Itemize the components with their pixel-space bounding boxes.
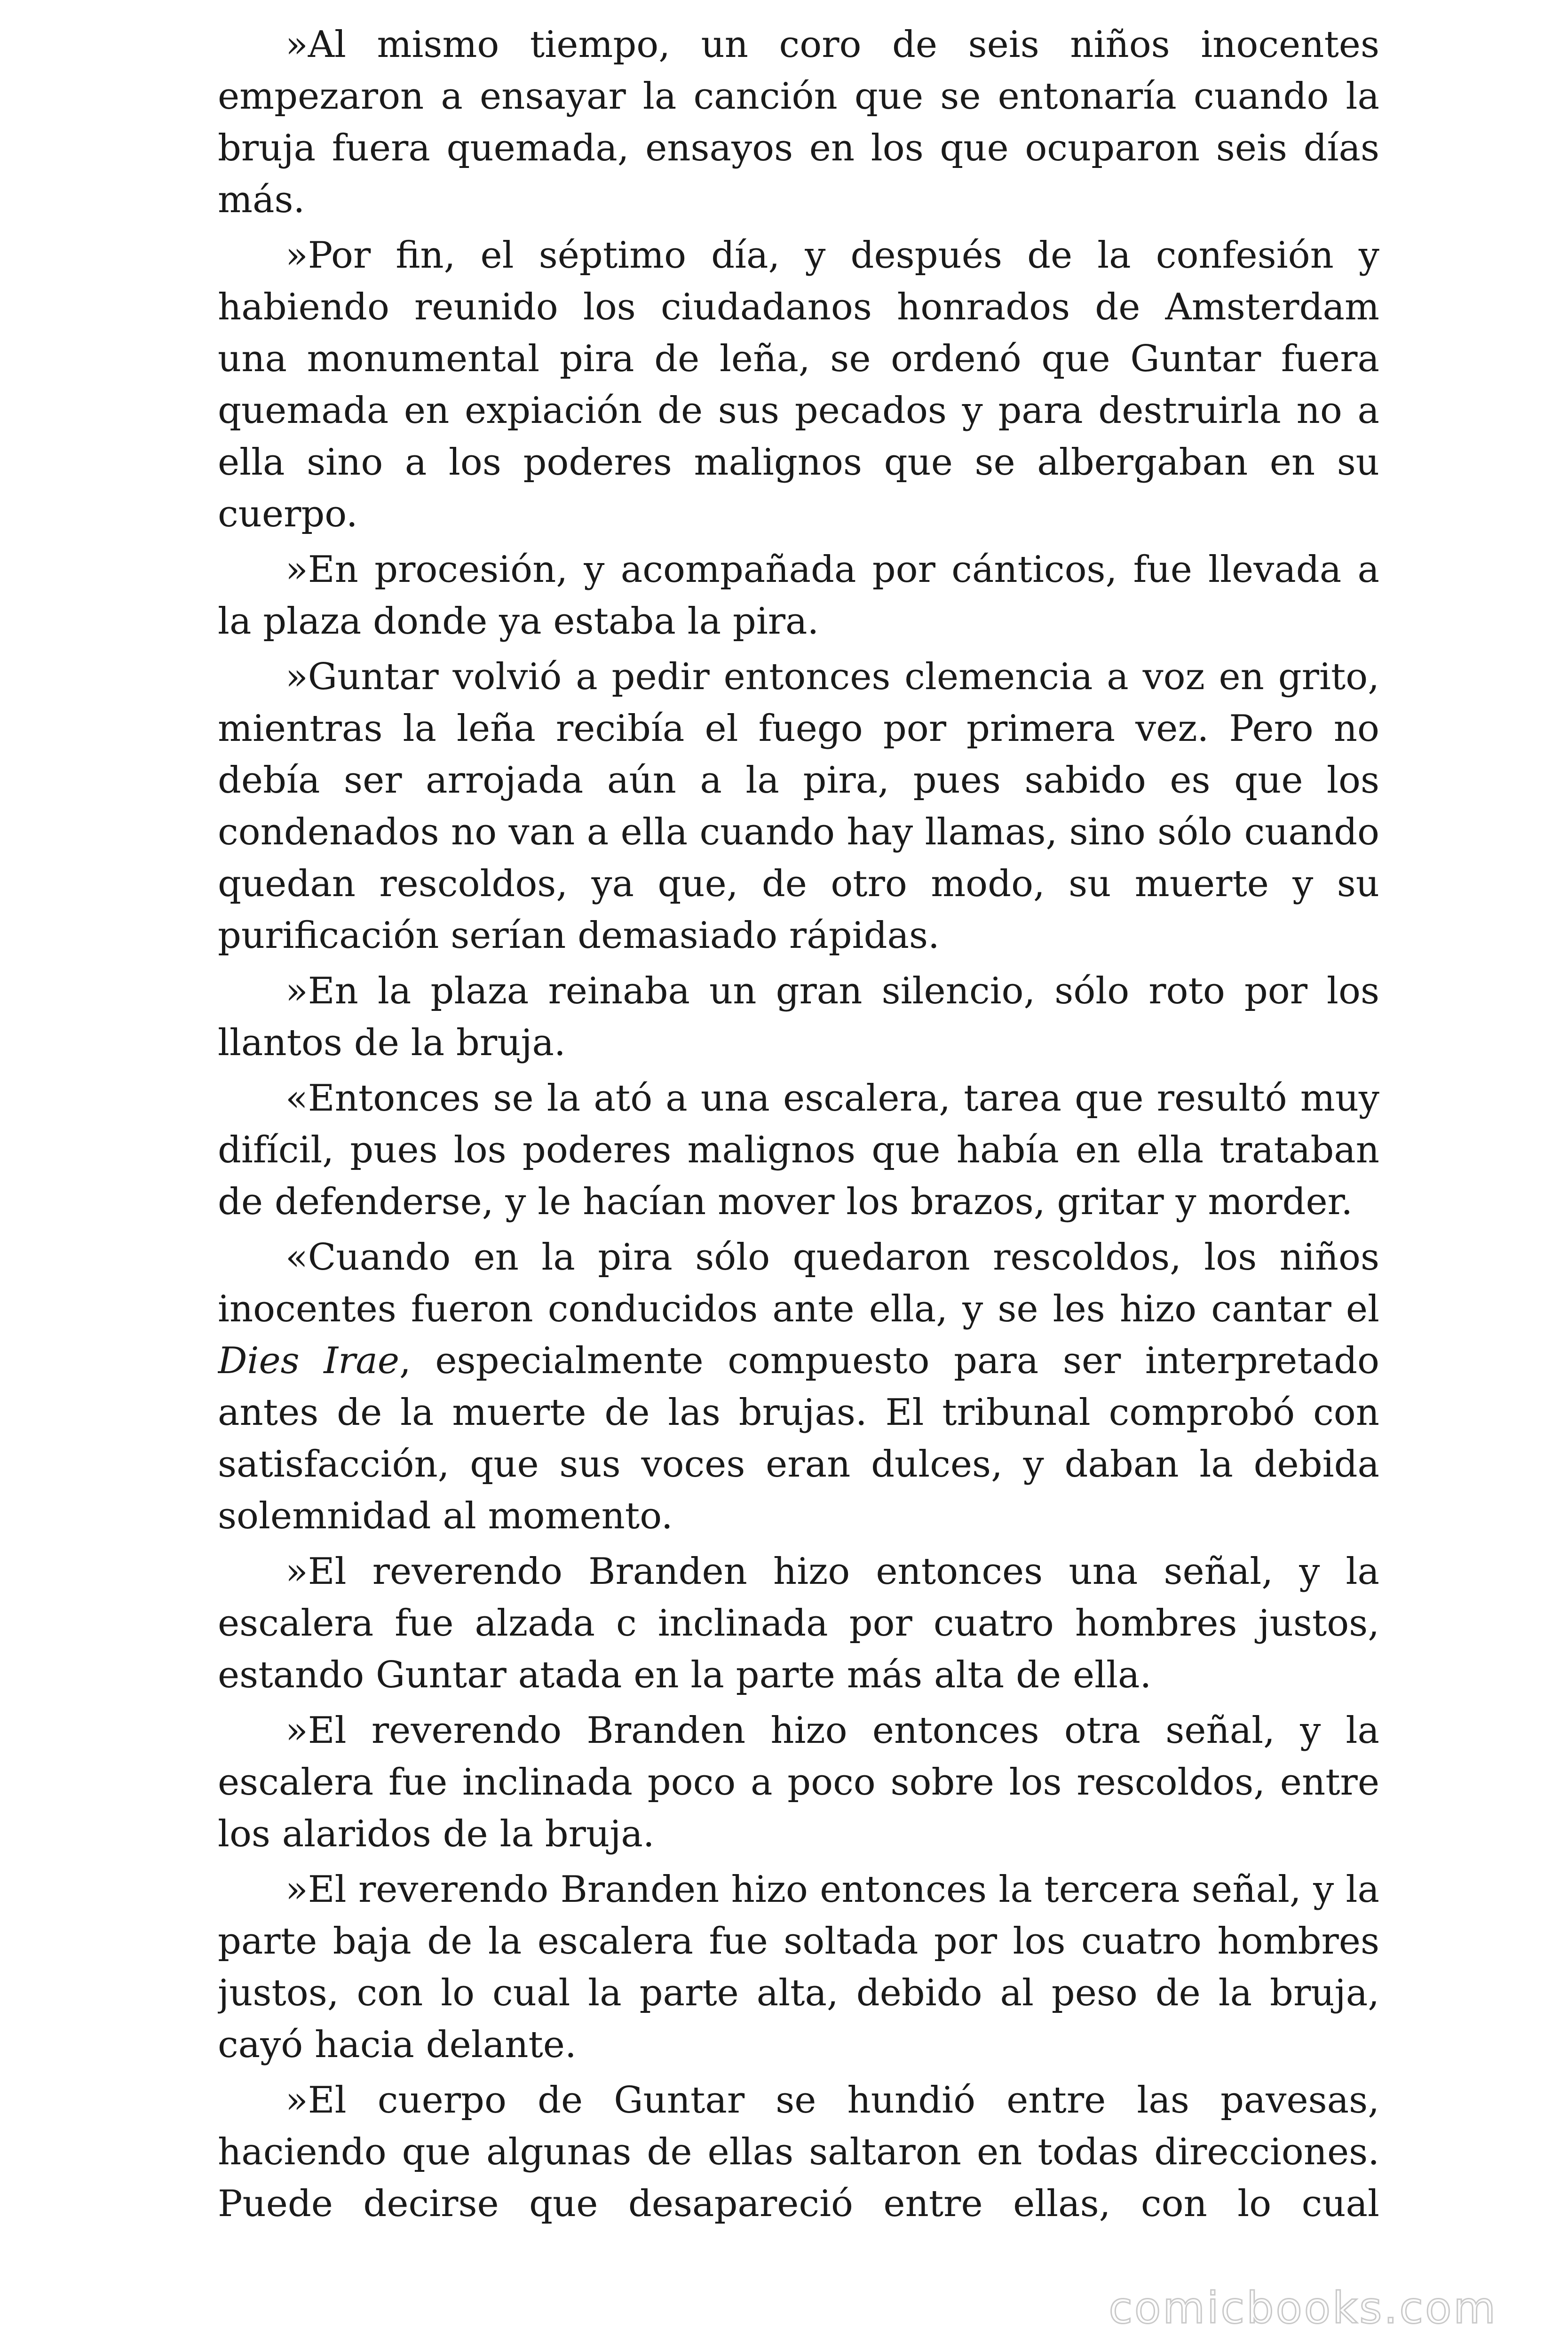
paragraph-8: »El reverendo Branden hizo entonces una señal, y la escalera fue alzada c inclinada por cuatro hombres justos, estando Guntar atada en la parte más alta de ella.: [218, 1550, 1379, 1696]
paragraph-10: »El reverendo Branden hizo entonces la tercera señal, y la parte baja de la escalera fue soltada por los cuatro hombres justos, con lo cual la parte alta, debido al peso de la bruja, cayó hacia delante.: [218, 1868, 1379, 2066]
paragraph-11: »El cuerpo de Guntar se hundió entre las pavesas, haciendo que algunas de ellas saltaron en todas direcciones. Puede decirse que desapareció entre ellas, con lo cual: [218, 2079, 1379, 2225]
paragraph-3: »En procesión, y acompañada por cánticos, fue llevada a la plaza donde ya estaba la pira.: [218, 548, 1379, 643]
paragraph-5: »En la plaza reinaba un gran silencio, sólo roto por los llantos de la bruja.: [218, 970, 1379, 1064]
paragraph-7-text-start: «Cuando en la pira sólo quedaron rescoldos, los niños inocentes fueron conducidos ante ella, y se les hizo cantar el: [218, 1236, 1379, 1330]
paragraph-2: »Por fin, el séptimo día, y después de la confesión y habiendo reunido los ciudadanos honrados de Amsterdam una monumental pira de leña, se ordenó que Guntar fuera quemada en expiación de sus pecados y para destruirla no a ella sino a los poderes malignos que se albergaban en su cuerpo.: [218, 234, 1379, 535]
watermark: comicbooks.com: [1109, 2283, 1497, 2333]
italic-title: Dies Irae: [218, 1340, 400, 1382]
paragraph-7: [218, 1232, 1379, 1542]
paragraph-7-text-end: , especialmente compuesto para ser interpretado antes de la muerte de las brujas. El tribunal comprobó con satisfacción, que sus voces eran dulces, y daban la debida solemnidad al momento.: [218, 1340, 1379, 1537]
paragraph-9: »El reverendo Branden hizo entonces otra señal, y la escalera fue inclinada poco a poco sobre los rescoldos, entre los alaridos de la bruja.: [218, 1709, 1379, 1855]
paragraph-1: »Al mismo tiempo, un coro de seis niños inocentes empezaron a ensayar la canción que se entonaría cuando la bruja fuera quemada, ensayos en los que ocuparon seis días más.: [218, 24, 1379, 221]
paragraph-6: «Entonces se la ató a una escalera, tarea que resultó muy difícil, pues los poderes malignos que había en ella trataban de defenderse, y le hacían mover los brazos, gritar y morder.: [218, 1077, 1379, 1223]
paragraph-4: »Guntar volvió a pedir entonces clemencia a voz en grito, mientras la leña recibía el fuego por primera vez. Pero no debía ser arrojada aún a la pira, pues sabido es que los condenados no van a ella cuando hay llamas, sino sólo cuando quedan rescoldos, ya que, de otro modo, su muerte y su purificación serían demasiado rápidas.: [218, 656, 1379, 957]
page-body: [218, 19, 1379, 2267]
